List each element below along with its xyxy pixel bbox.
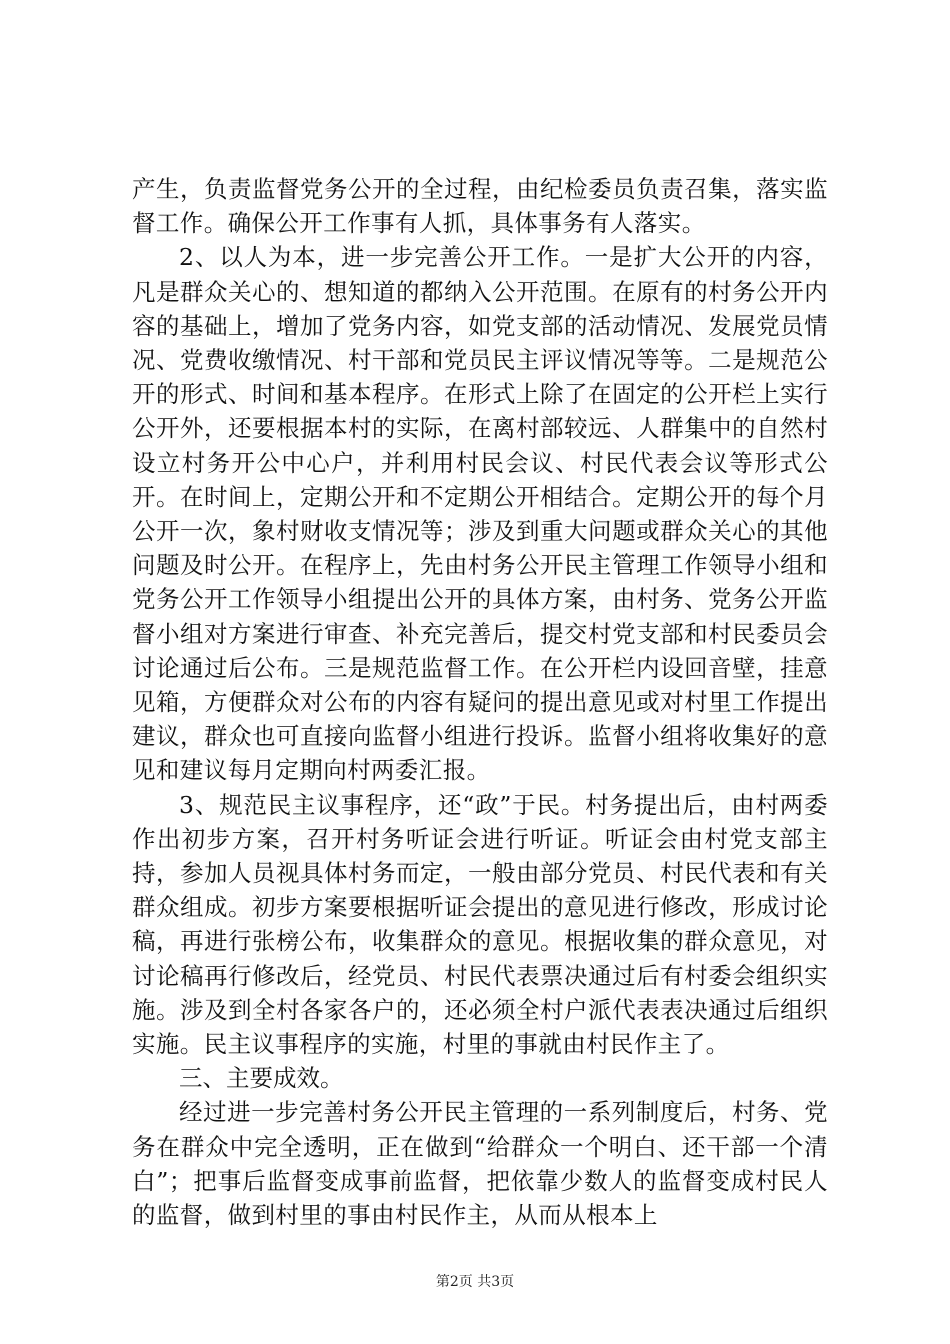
- paragraph-results: 经过进一步完善村务公开民主管理的一系列制度后，村务、党务在群众中完全透明，正在做到“给群众一个明白、还干部一个清白”；把事后监督变成事前监督，把依靠少数人的监督变成村民人的监督，做到村里的事由村民作主，从而从根本上: [132, 1098, 828, 1230]
- paragraph-item-3: 3、规范民主议事程序，还“政”于民。村务提出后，由村两委作出初步方案，召开村务听证会进行听证。听证会由村党支部主持，参加人员视具体村务而定，一般由部分党员、村民代表和有关群众组成。初步方案要根据听证会提出的意见进行修改，形成讨论稿，再进行张榜公布，收集群众的意见。根据收集的群众意见，对讨论稿再行修改后，经党员、村民代表票决通过后有村委会组织实施。涉及到全村各家各户的，还必须全村户派代表表决通过后组织实施。民主议事程序的实施，村里的事就由村民作主了。: [132, 790, 828, 1059]
- section-heading-results: 三、主要成效。: [179, 1064, 344, 1093]
- paragraph-item-2: 2、以人为本，进一步完善公开工作。一是扩大公开的内容，凡是群众关心的、想知道的都纳入公开范围。在原有的村务公开内容的基础上，增加了党务内容，如党支部的活动情况、发展党员情况、党费收缴情况、村干部和党员民主评议情况等等。二是规范公开的形式、时间和基本程序。在形式上除了在固定的公开栏上实行公开外，还要根据本村的实际，在离村部较远、人群集中的自然村设立村务开公中心户，并利用村民会议、村民代表会议等形式公开。在时间上，定期公开和不定期公开相结合。定期公开的每个月公开一次，象村财收支情况等；涉及到重大问题或群众关心的其他问题及时公开。在程序上，先由村务公开民主管理工作领导小组和党务公开工作领导小组提出公开的具体方案，由村务、党务公开监督小组对方案进行审查、补充完善后，提交村党支部和村民委员会讨论通过后公布。三是规范监督工作。在公开栏内设回音壁，挂意见箱，方便群众对公布的内容有疑问的提出意见或对村里工作提出建议，群众也可直接向监督小组进行投诉。监督小组将收集好的意见和建议每月定期向村两委汇报。: [132, 243, 828, 785]
- document-body: [132, 172, 828, 1232]
- page-number-footer: 第2页 共3页: [435, 1274, 515, 1290]
- paragraph-continuation: 产生，负责监督党务公开的全过程，由纪检委员负责召集，落实监督工作。确保公开工作事有人抓，具体事务有人落实。: [132, 175, 828, 238]
